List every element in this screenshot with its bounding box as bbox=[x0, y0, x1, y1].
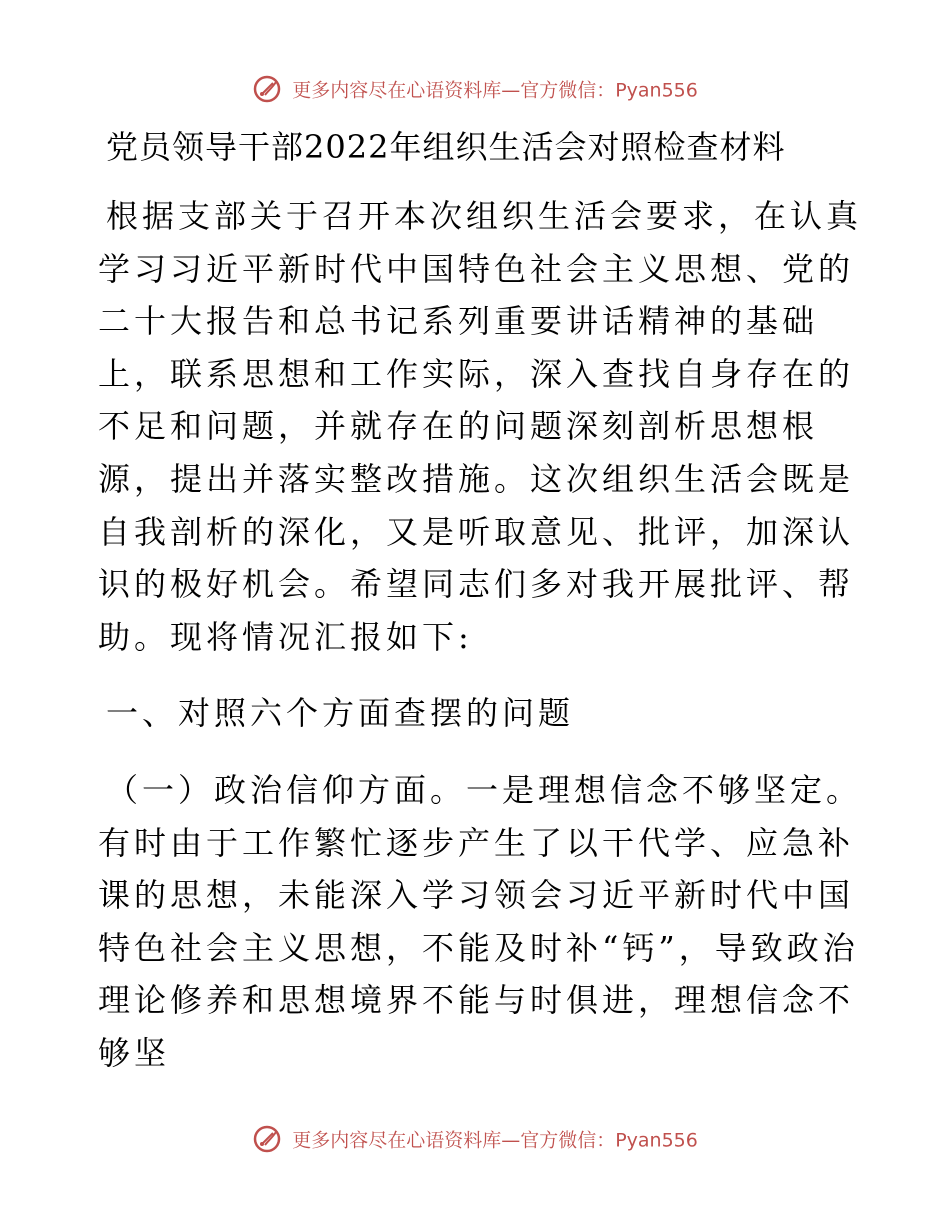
watermark-text: 更多内容尽在心语资料库—官方微信：Pyan556 bbox=[292, 79, 698, 102]
intro-paragraph: 根据支部关于召开本次组织生活会要求，在认真学习习近平新时代中国特色社会主义思想、党的二十大报告和总书记系列重要讲话精神的基础上，联系思想和工作实际，深入查找自身存在的不足和问题，并就存在的问题深刻剖析思想根源，提出并落实整改措施。这次组织生活会既是自我剖析的深化，又是听取意见、批评，加深认识的极好机会。希望同志们多对我开展批评、帮助。现将情况汇报如下: bbox=[98, 197, 863, 656]
quill-logo-icon bbox=[252, 74, 282, 104]
document-body bbox=[98, 190, 868, 1080]
subsection-paragraph: （一）政治信仰方面。一是理想信念不够坚定。有时由于工作繁忙逐步产生了以干代学、应急补课的思想，未能深入学习领会习近平新时代中国特色社会主义思想，不能及时补“钙”，导致政治理论修养和思想境界不能与时俱进，理想信念不够坚 bbox=[98, 770, 863, 1072]
watermark-text: 更多内容尽在心语资料库—官方微信：Pyan556 bbox=[292, 1129, 698, 1152]
watermark-footer bbox=[0, 1124, 950, 1154]
quill-logo-icon bbox=[252, 1124, 282, 1154]
watermark-header bbox=[0, 74, 950, 104]
section-heading: 一、对照六个方面查摆的问题 bbox=[106, 694, 575, 733]
document-title: 党员领导干部2022年组织生活会对照检查材料 bbox=[106, 128, 786, 166]
